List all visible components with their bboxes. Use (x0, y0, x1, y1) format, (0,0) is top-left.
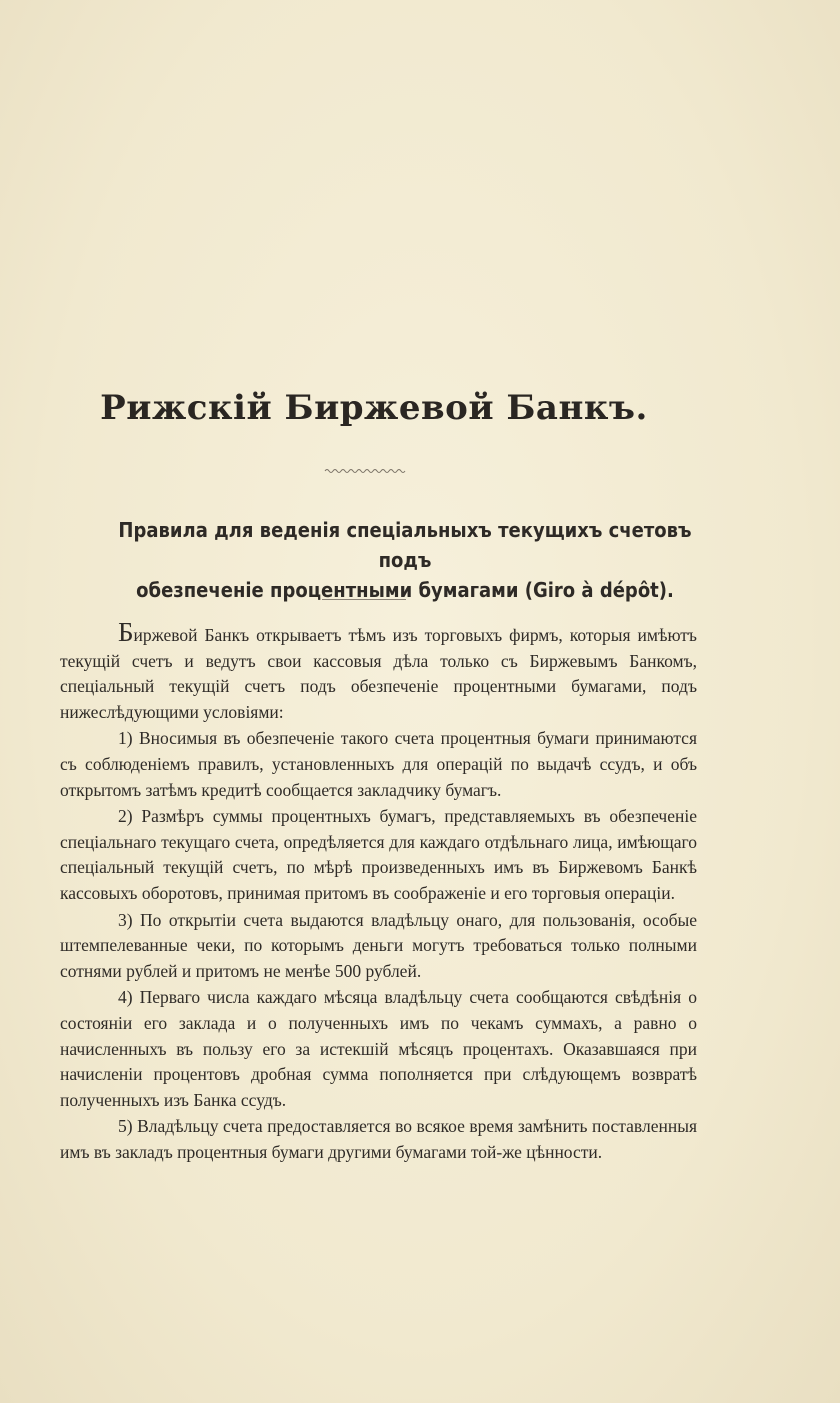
document-body (60, 617, 697, 1165)
divider-rule (322, 599, 406, 600)
intro-paragraph (60, 617, 697, 725)
rule-paragraph-2: 2) Размѣръ суммы процентныхъ бумагъ, представляемыхъ въ обезпеченіе спеціальнаго текущаго счета, опредѣляется для каждаго отдѣльнаго лица, имѣющаго спеціальный текущій счетъ, по мѣрѣ произведенныхъ имъ въ Биржевомъ Банкѣ кассовыхъ оборотовъ, принимая притомъ въ соображеніе и его торговыя операціи. (60, 806, 697, 903)
document-subtitle (95, 515, 716, 605)
subtitle-line-1: Правила для веденія спеціальныхъ текущихъ счетовъ подъ (118, 518, 692, 572)
rule-paragraph-1: 1) Вносимыя въ обезпеченіе такого счета процентныя бумаги принимаются съ соблюденіемъ правилъ, установленныхъ для операцій по выдачѣ ссудъ, и объ открытомъ затѣмъ кредитѣ сообщается закладчику бумагъ. (60, 728, 697, 800)
rule-paragraph-4: 4) Перваго числа каждаго мѣсяца владѣльцу счета сообщаются свѣдѣнія о состояніи его заклада и о полученныхъ имъ по чекамъ суммахъ, а равно о начисленныхъ въ пользу его за истекшій мѣсяцъ процентахъ. Оказавшаяся при начисленіи процентовъ дробная сумма пополняется при слѣдующемъ возвратѣ полученныхъ изъ Банка ссудъ. (60, 987, 697, 1110)
rule-paragraph-5: 5) Владѣльцу счета предоставляется во всякое время замѣнить поставленныя имъ въ закладъ процентныя бумаги другими бумагами той-же цѣнности. (60, 1116, 697, 1162)
document-title: Рижскій Биржевой Банкъ. (100, 388, 648, 428)
intro-initial-letter: Б (118, 617, 134, 647)
rule-paragraph-3: 3) По открытіи счета выдаются владѣльцу онаго, для пользованія, особые штемпелеванные чеки, по которымъ деньги могутъ требоваться только полными сотнями рублей и притомъ не менѣе 500 рублей. (60, 909, 697, 981)
subtitle-line-2: обезпеченіе процентными бумагами (Giro à dépôt). (136, 578, 674, 602)
wavy-separator (324, 466, 406, 476)
intro-text: иржевой Банкъ открываетъ тѣмъ изъ торговыхъ фирмъ, которыя имѣютъ текущій счетъ и ведутъ свои кассовыя дѣла только съ Биржевымъ Банкомъ, спеціальный текущій счетъ подъ обезпеченіе процентными бумагами, подъ нижеслѣдующими условіями: (60, 625, 697, 722)
